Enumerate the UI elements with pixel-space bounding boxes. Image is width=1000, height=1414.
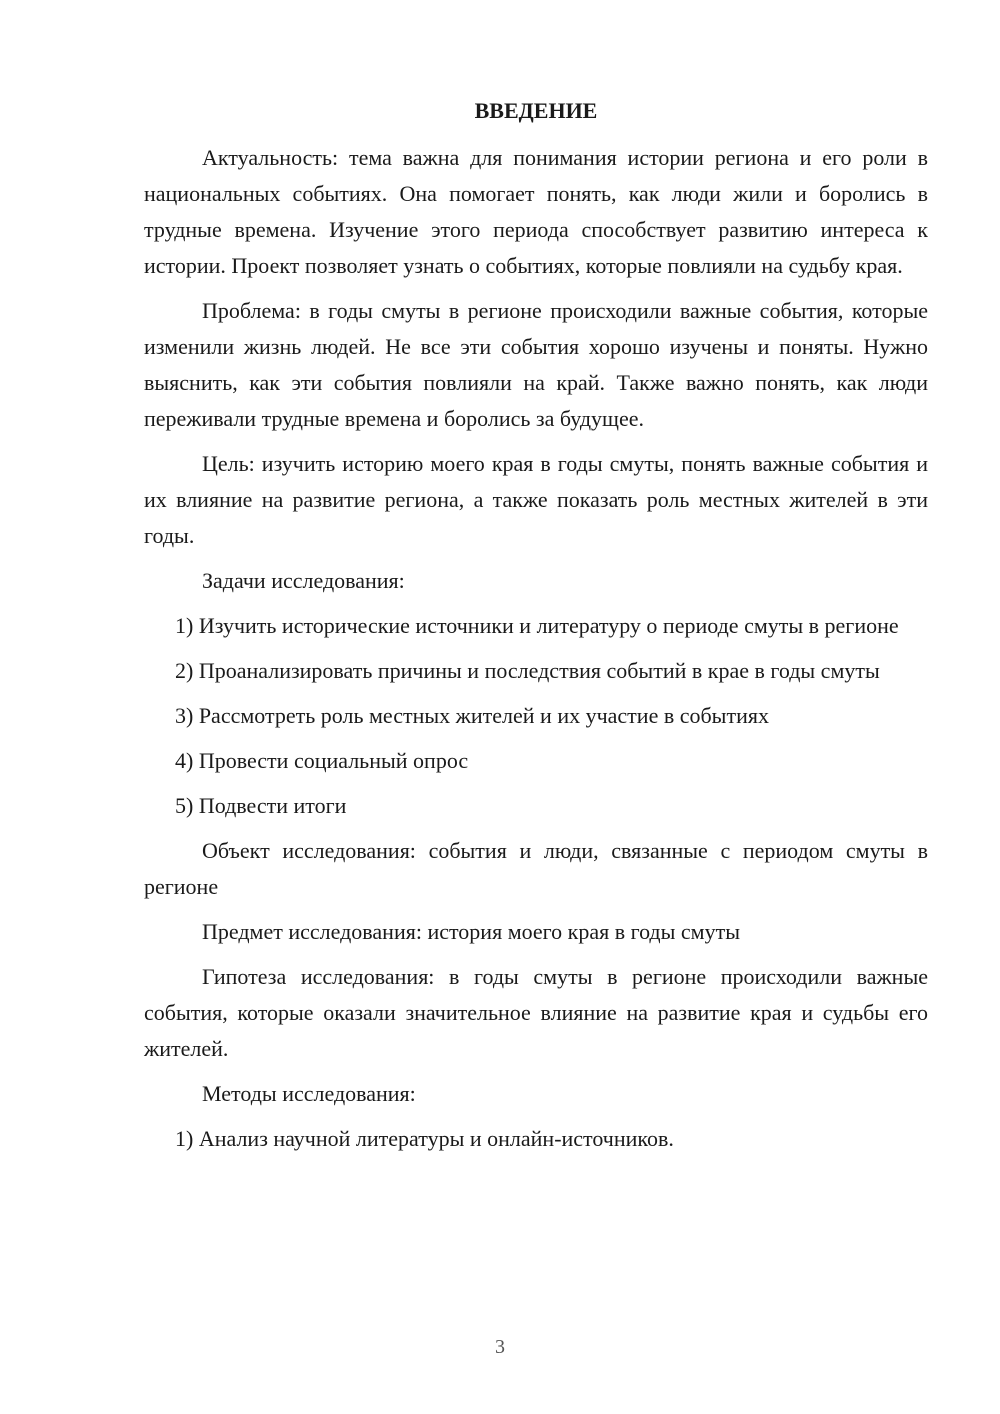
page-number: 3 bbox=[495, 1336, 505, 1358]
method-item-1: 1) Анализ научной литературы и онлайн-источников. bbox=[175, 1126, 674, 1151]
hypothesis-paragraph: Гипотеза исследования: в годы смуты в регионе происходили важные события, которые оказали значительное влияние на развитие края и судьбы его жителей. bbox=[144, 964, 928, 1061]
task-item-3: 3) Рассмотреть роль местных жителей и их участие в событиях bbox=[175, 703, 769, 728]
task-item-5: 5) Подвести итоги bbox=[175, 793, 347, 818]
tasks-heading: Задачи исследования: bbox=[202, 568, 405, 593]
subject-paragraph: Предмет исследования: история моего края в годы смуты bbox=[202, 919, 740, 944]
task-item-1: 1) Изучить исторические источники и литературу о периоде смуты в регионе bbox=[175, 613, 899, 638]
goal-paragraph: Цель: изучить историю моего края в годы смуты, понять важные события и их влияние на развитие региона, а также показать роль местных жителей в эти годы. bbox=[144, 451, 928, 548]
methods-heading: Методы исследования: bbox=[202, 1081, 416, 1106]
problem-paragraph: Проблема: в годы смуты в регионе происходили важные события, которые изменили жизнь людей. Не все эти события хорошо изучены и поняты. Нужно выяснить, как эти события повлияли на край. Также важно понять, как люди переживали трудные времена и боролись за будущее. bbox=[144, 298, 928, 431]
document-page bbox=[144, 96, 928, 1166]
task-item-4: 4) Провести социальный опрос bbox=[175, 748, 469, 773]
object-paragraph: Объект исследования: события и люди, связанные с периодом смуты в регионе bbox=[144, 838, 928, 899]
relevance-paragraph: Актуальность: тема важна для понимания истории региона и его роли в национальных событиях. Она помогает понять, как люди жили и боролись в трудные времена. Изучение этого периода способствует развитию интереса к истории. Проект позволяет узнать о событиях, которые повлияли на судьбу края. bbox=[144, 145, 928, 278]
task-item-2: 2) Проанализировать причины и последствия событий в крае в годы смуты bbox=[175, 658, 880, 683]
page-title: ВВЕДЕНИЕ bbox=[474, 98, 598, 123]
